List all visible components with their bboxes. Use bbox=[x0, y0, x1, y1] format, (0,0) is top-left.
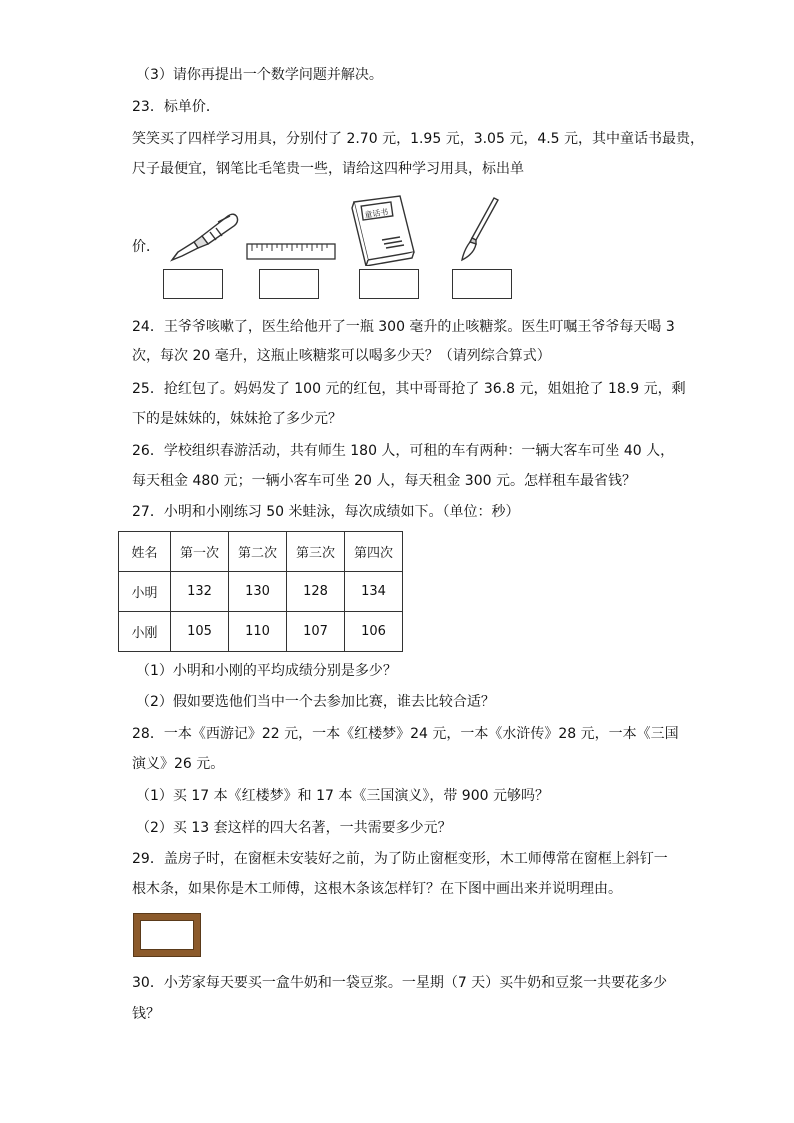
q30-line2: 钱？ bbox=[132, 1006, 160, 1022]
table-header-cell: 姓名 bbox=[119, 532, 171, 572]
q28-sub2: （2）买 13 套这样的四大名著，一共需要多少元？ bbox=[136, 820, 452, 836]
brush-icon bbox=[454, 194, 504, 264]
table-cell: 110 bbox=[229, 612, 287, 652]
q24-line2: 次，每次 20 毫升，这瓶止咳糖浆可以喝多少天？（请列综合算式） bbox=[132, 348, 551, 364]
book-cover-label: 童话书 bbox=[363, 207, 389, 220]
q29-line1: 29．盖房子时，在窗框未安装好之前，为了防止窗框变形，木工师傅常在窗框上斜钉一 bbox=[132, 851, 668, 867]
table-cell: 小明 bbox=[119, 572, 171, 612]
table-header-row bbox=[119, 532, 403, 572]
table-header-cell: 第二次 bbox=[229, 532, 287, 572]
table-cell: 128 bbox=[287, 572, 345, 612]
table-cell: 105 bbox=[171, 612, 229, 652]
q23-text-line3: 价． bbox=[132, 239, 160, 255]
q24-line1: 24．王爷爷咳嗽了，医生给他开了一瓶 300 毫升的止咳糖浆。医生叮嘱王爷爷每天喝 3 bbox=[132, 319, 675, 335]
table-cell: 小刚 bbox=[119, 612, 171, 652]
table-header-cell: 第三次 bbox=[287, 532, 345, 572]
q28-line2: 演义》26 元。 bbox=[132, 756, 225, 772]
table-cell: 134 bbox=[345, 572, 403, 612]
ruler-icon bbox=[246, 242, 336, 262]
fountain-pen-icon bbox=[158, 208, 240, 264]
window-frame-inner bbox=[140, 920, 194, 950]
q28-sub1: （1）买 17 本《红楼梦》和 17 本《三国演义》，带 900 元够吗？ bbox=[136, 788, 549, 804]
ruler-price-box[interactable] bbox=[259, 269, 319, 299]
q27-sub2: （2）假如要选他们当中一个去参加比赛，谁去比较合适？ bbox=[136, 694, 495, 710]
q30-line1: 30．小芳家每天要买一盒牛奶和一袋豆浆。一星期（7 天）买牛奶和豆浆一共要花多少 bbox=[132, 975, 668, 991]
q25-line1: 25．抢红包了。妈妈发了 100 元的红包，其中哥哥抢了 36.8 元，姐姐抢了 18.9 元，剩 bbox=[132, 381, 686, 397]
q22-sub3: （3）请你再提出一个数学问题并解决。 bbox=[136, 67, 383, 83]
pen-price-box[interactable] bbox=[163, 269, 223, 299]
table-header-cell: 第四次 bbox=[345, 532, 403, 572]
q25-line2: 下的是妹妹的，妹妹抢了多少元？ bbox=[132, 411, 342, 427]
table-cell: 107 bbox=[287, 612, 345, 652]
table-cell: 132 bbox=[171, 572, 229, 612]
q26-line2: 每天租金 480 元；一辆小客车可坐 20 人，每天租金 300 元。怎样租车最省钱？ bbox=[132, 473, 636, 489]
q26-line1: 26．学校组织春游活动，共有师生 180 人，可租的车有两种：一辆大客车可坐 40 人， bbox=[132, 443, 675, 459]
table-header-cell: 第一次 bbox=[171, 532, 229, 572]
q27-line1: 27．小明和小刚练习 50 米蛙泳，每次成绩如下。（单位：秒） bbox=[132, 504, 520, 520]
brush-price-box[interactable] bbox=[452, 269, 512, 299]
q23-title: 23．标单价． bbox=[132, 99, 220, 115]
window-frame-figure[interactable] bbox=[134, 914, 200, 956]
q23-text-line1: 笑笑买了四样学习用具，分别付了 2.70 元，1.95 元，3.05 元，4.5 元，其中童话书最贵， bbox=[132, 131, 705, 147]
fairy-tale-book-icon bbox=[348, 194, 418, 266]
q23-text-line2: 尺子最便宜，钢笔比毛笔贵一些，请给这四种学习用具，标出单 bbox=[132, 161, 524, 177]
table-row bbox=[119, 612, 403, 652]
table-cell: 130 bbox=[229, 572, 287, 612]
q29-line2: 根木条，如果你是木工师傅，这根木条该怎样钉？在下图中画出来并说明理由。 bbox=[132, 881, 622, 897]
book-price-box[interactable] bbox=[359, 269, 419, 299]
table-cell: 106 bbox=[345, 612, 403, 652]
q28-line1: 28．一本《西游记》22 元，一本《红楼梦》24 元，一本《水浒传》28 元，一本《三国 bbox=[132, 726, 679, 742]
table-row bbox=[119, 572, 403, 612]
swim-score-table bbox=[118, 531, 403, 652]
q27-sub1: （1）小明和小刚的平均成绩分别是多少？ bbox=[136, 663, 397, 679]
